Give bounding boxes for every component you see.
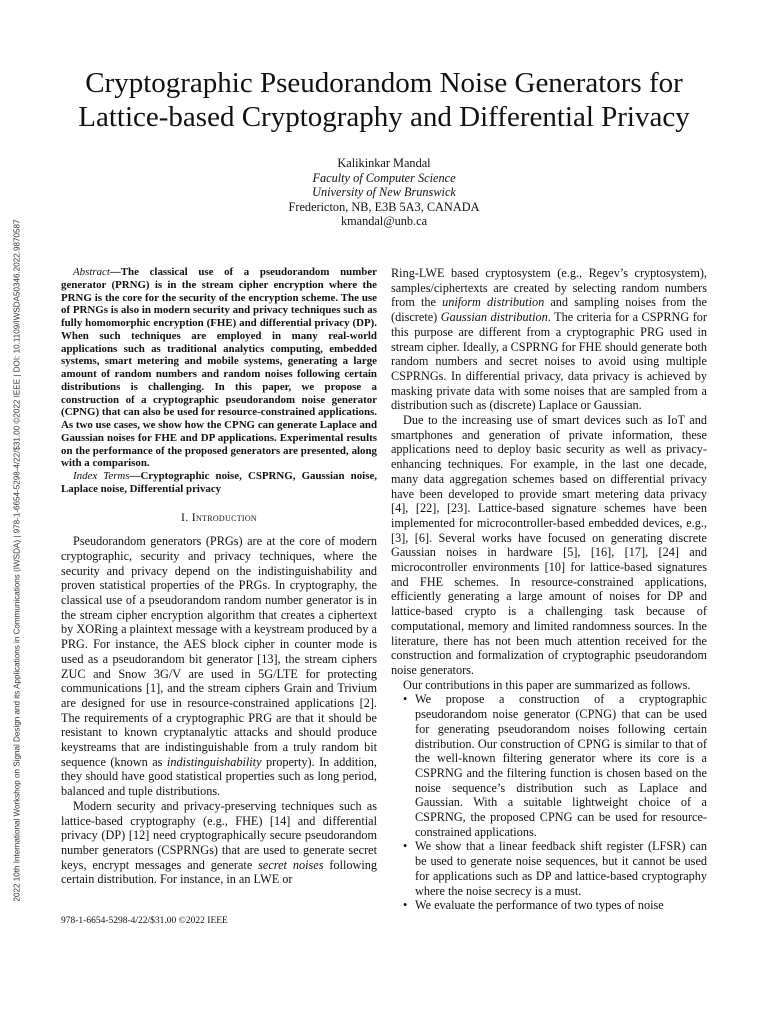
abstract-text: —The classical use of a pseudorandom number generator (PRNG) is in the stream cipher encryption where the PRNG is the core for the security of the encryption scheme. The use of PRNGs is also in modern security and privacy techniques such as fully homomorphic encryption (FHE) and differential privacy (DP). When such techniques are employed in many real-world applications such as traditional analytics computing, embedded systems, smart metering and mobile systems, generating a large amount of random numbers and random noises following certain distributions is challenging. In this paper, we propose a construction of a cryptographic pseudorandom noise generator (CPNG) that can also be used for resource-constrained applications. As two use cases, we show how the CPNG can generate Laplace and Gaussian noises for FHE and DP applications. Experimental results on the performance of the proposed generators are presented, along with a comparison. xyxy=(61,266,377,470)
list-item: • We propose a construction of a cryptographic pseudorandom noise generator (CPNG) that can be used for generating pseudorandom noises following certain distribution. Our construction of CPNG is similar to that of the well-known filtering generator where its core is a CSPRNG and the filtering function is chosen based on the noise sequence’s distribution such as Laplace and Gaussian. With a suitable lightweight choice of a CSPRNG, the proposed CPNG can be used for resource-constrained applications. xyxy=(403,692,707,839)
emphasis: indistinguishability xyxy=(166,754,262,769)
abstract-label: Abstract xyxy=(73,266,110,278)
text-run: property). In addition, they should have good statistical properties such as long period, balanced and tuple distributions. xyxy=(61,754,377,799)
paper-title xyxy=(40,66,728,134)
emphasis: secret noises xyxy=(258,857,324,872)
section-heading-introduction: I. Introduction xyxy=(180,509,258,524)
text-run: . The criteria for a CSPRNG for this purpose are different from a cryptographic PRG used in stream cipher. Ideally, a CSPRNG for FHE should generate both random numbers and secret noises to avoid using multiple CSPRNGs. In differential privacy, data privacy is achieved by masking private data with some noises that are sampled from a distribution such as (discrete) Laplace or Gaussian. xyxy=(391,310,708,413)
text-run: Pseudorandom generators (PRGs) are at the core of modern cryptographic, security and privacy techniques, where the security and privacy depend on the indistinguishability and proven statistical properties of the PRGs. In cryptography, the classical use of a pseudorandom random number generator is in the stream cipher encryption algorithm that creates a ciphertext by XORing a plaintext message with a keystream produced by a PRG. For instance, the AES block cipher in counter mode is used as a pseudorandom bit generator [13], the stream ciphers ZUC and Snow 3G/V are used in 5G/LTE for protecting communications [1], and the stream ciphers Grain and Trivium are designed for use in resource-constrained applications [2]. The requirements of a cryptographic PRG are that it should be resistant to known cryptanalytic attacks and should produce keystreams that are indistinguishable from a truly random bit sequence (known as xyxy=(61,534,377,769)
text-run: Ring-LWE based cryptosystem (e.g., Regev’s cryptosystem), samples/ciphertexts are created by selecting random numbers from the xyxy=(391,266,707,310)
right-paragraph-3: Our contributions in this paper are summarized as follows. xyxy=(403,677,691,692)
intro-paragraph-2 xyxy=(61,799,377,887)
index-terms xyxy=(61,470,377,496)
author-name: Kalikinkar Mandal xyxy=(337,156,431,170)
emphasis: Gaussian distribution xyxy=(440,310,548,325)
left-column xyxy=(61,266,377,887)
side-strip xyxy=(10,150,24,970)
abstract xyxy=(61,266,377,470)
author-address: Fredericton, NB, E3B 5A3, CANADA xyxy=(288,199,480,214)
right-column xyxy=(391,266,707,913)
conference-doi-strip: 2022 10th International Workshop on Signal Design and its Applications in Communications (IWSDA) | 978-1-6654-5298-4/22/$31.00 ©2022 IEEE | DOI: 10.1109/IWSDA50346.2022.9870587 xyxy=(12,218,22,902)
title-line-2: Lattice-based Cryptography and Differential Privacy xyxy=(78,101,690,133)
author-university: University of New Brunswick xyxy=(312,185,456,199)
right-paragraph-1 xyxy=(391,266,707,413)
index-terms-text: —Cryptographic noise, CSPRNG, Gaussian noise, Laplace noise, Differential privacy xyxy=(61,470,378,495)
copyright-footer: 978-1-6654-5298-4/22/$31.00 ©2022 IEEE xyxy=(61,916,228,926)
author-email[interactable]: kmandal@unb.ca xyxy=(340,214,428,228)
author-block xyxy=(0,156,768,229)
title-line-1: Cryptographic Pseudorandom Noise Generators for xyxy=(85,67,683,99)
list-item: • We show that a linear feedback shift register (LFSR) can be used to generate noise sequences, but it cannot be used for applications such as DP and lattice-based cryptography where the noise secrecy is a must. xyxy=(403,839,707,898)
intro-paragraph-1 xyxy=(61,534,377,799)
contributions-list xyxy=(391,692,707,913)
index-terms-label: Index Terms xyxy=(73,470,130,482)
right-paragraph-2: Due to the increasing use of smart devices such as IoT and smartphones and generation of private information, these applications need to deploy basic security as well as privacy-enhancing techniques. For example, in the last one decade, many data aggregation schemes based on differential privacy have been developed to provide smart metering data privacy [4], [22], [23]. Lattice-based signature schemes have been implemented for microcontroller-based embedded devices, e.g., [3], [6]. Several works have focused on generating discrete Gaussian noises in hardware [5], [16], [17], [24] and microcontroller environments [10] for lattice-based signatures and FHE schemes. In resource-constrained applications, efficiently generating a large amount of noises for DP and lattice-based crypto is a challenging task because of computational, memory and limited randomness sources. In the literature, there has not been much attention received for the construction and formalization of cryptographic pseudorandom noise generators. xyxy=(391,413,707,677)
list-item: • We evaluate the performance of two types of noise xyxy=(403,898,707,913)
author-faculty: Faculty of Computer Science xyxy=(312,170,456,185)
text-run: Modern security and privacy-preserving techniques such as lattice-based cryptography (e.g., FHE) [14] and differential privacy (DP) [12] need cryptographically secure pseudorandom number generators (CSPRNGs) that are used to generate secret keys, encrypt messages and generate xyxy=(61,798,377,872)
text-run: following certain distribution. For instance, in an LWE or xyxy=(61,857,378,887)
emphasis: uniform distribution xyxy=(442,295,545,310)
text-run: and sampling noises from the (discrete) xyxy=(391,295,707,325)
